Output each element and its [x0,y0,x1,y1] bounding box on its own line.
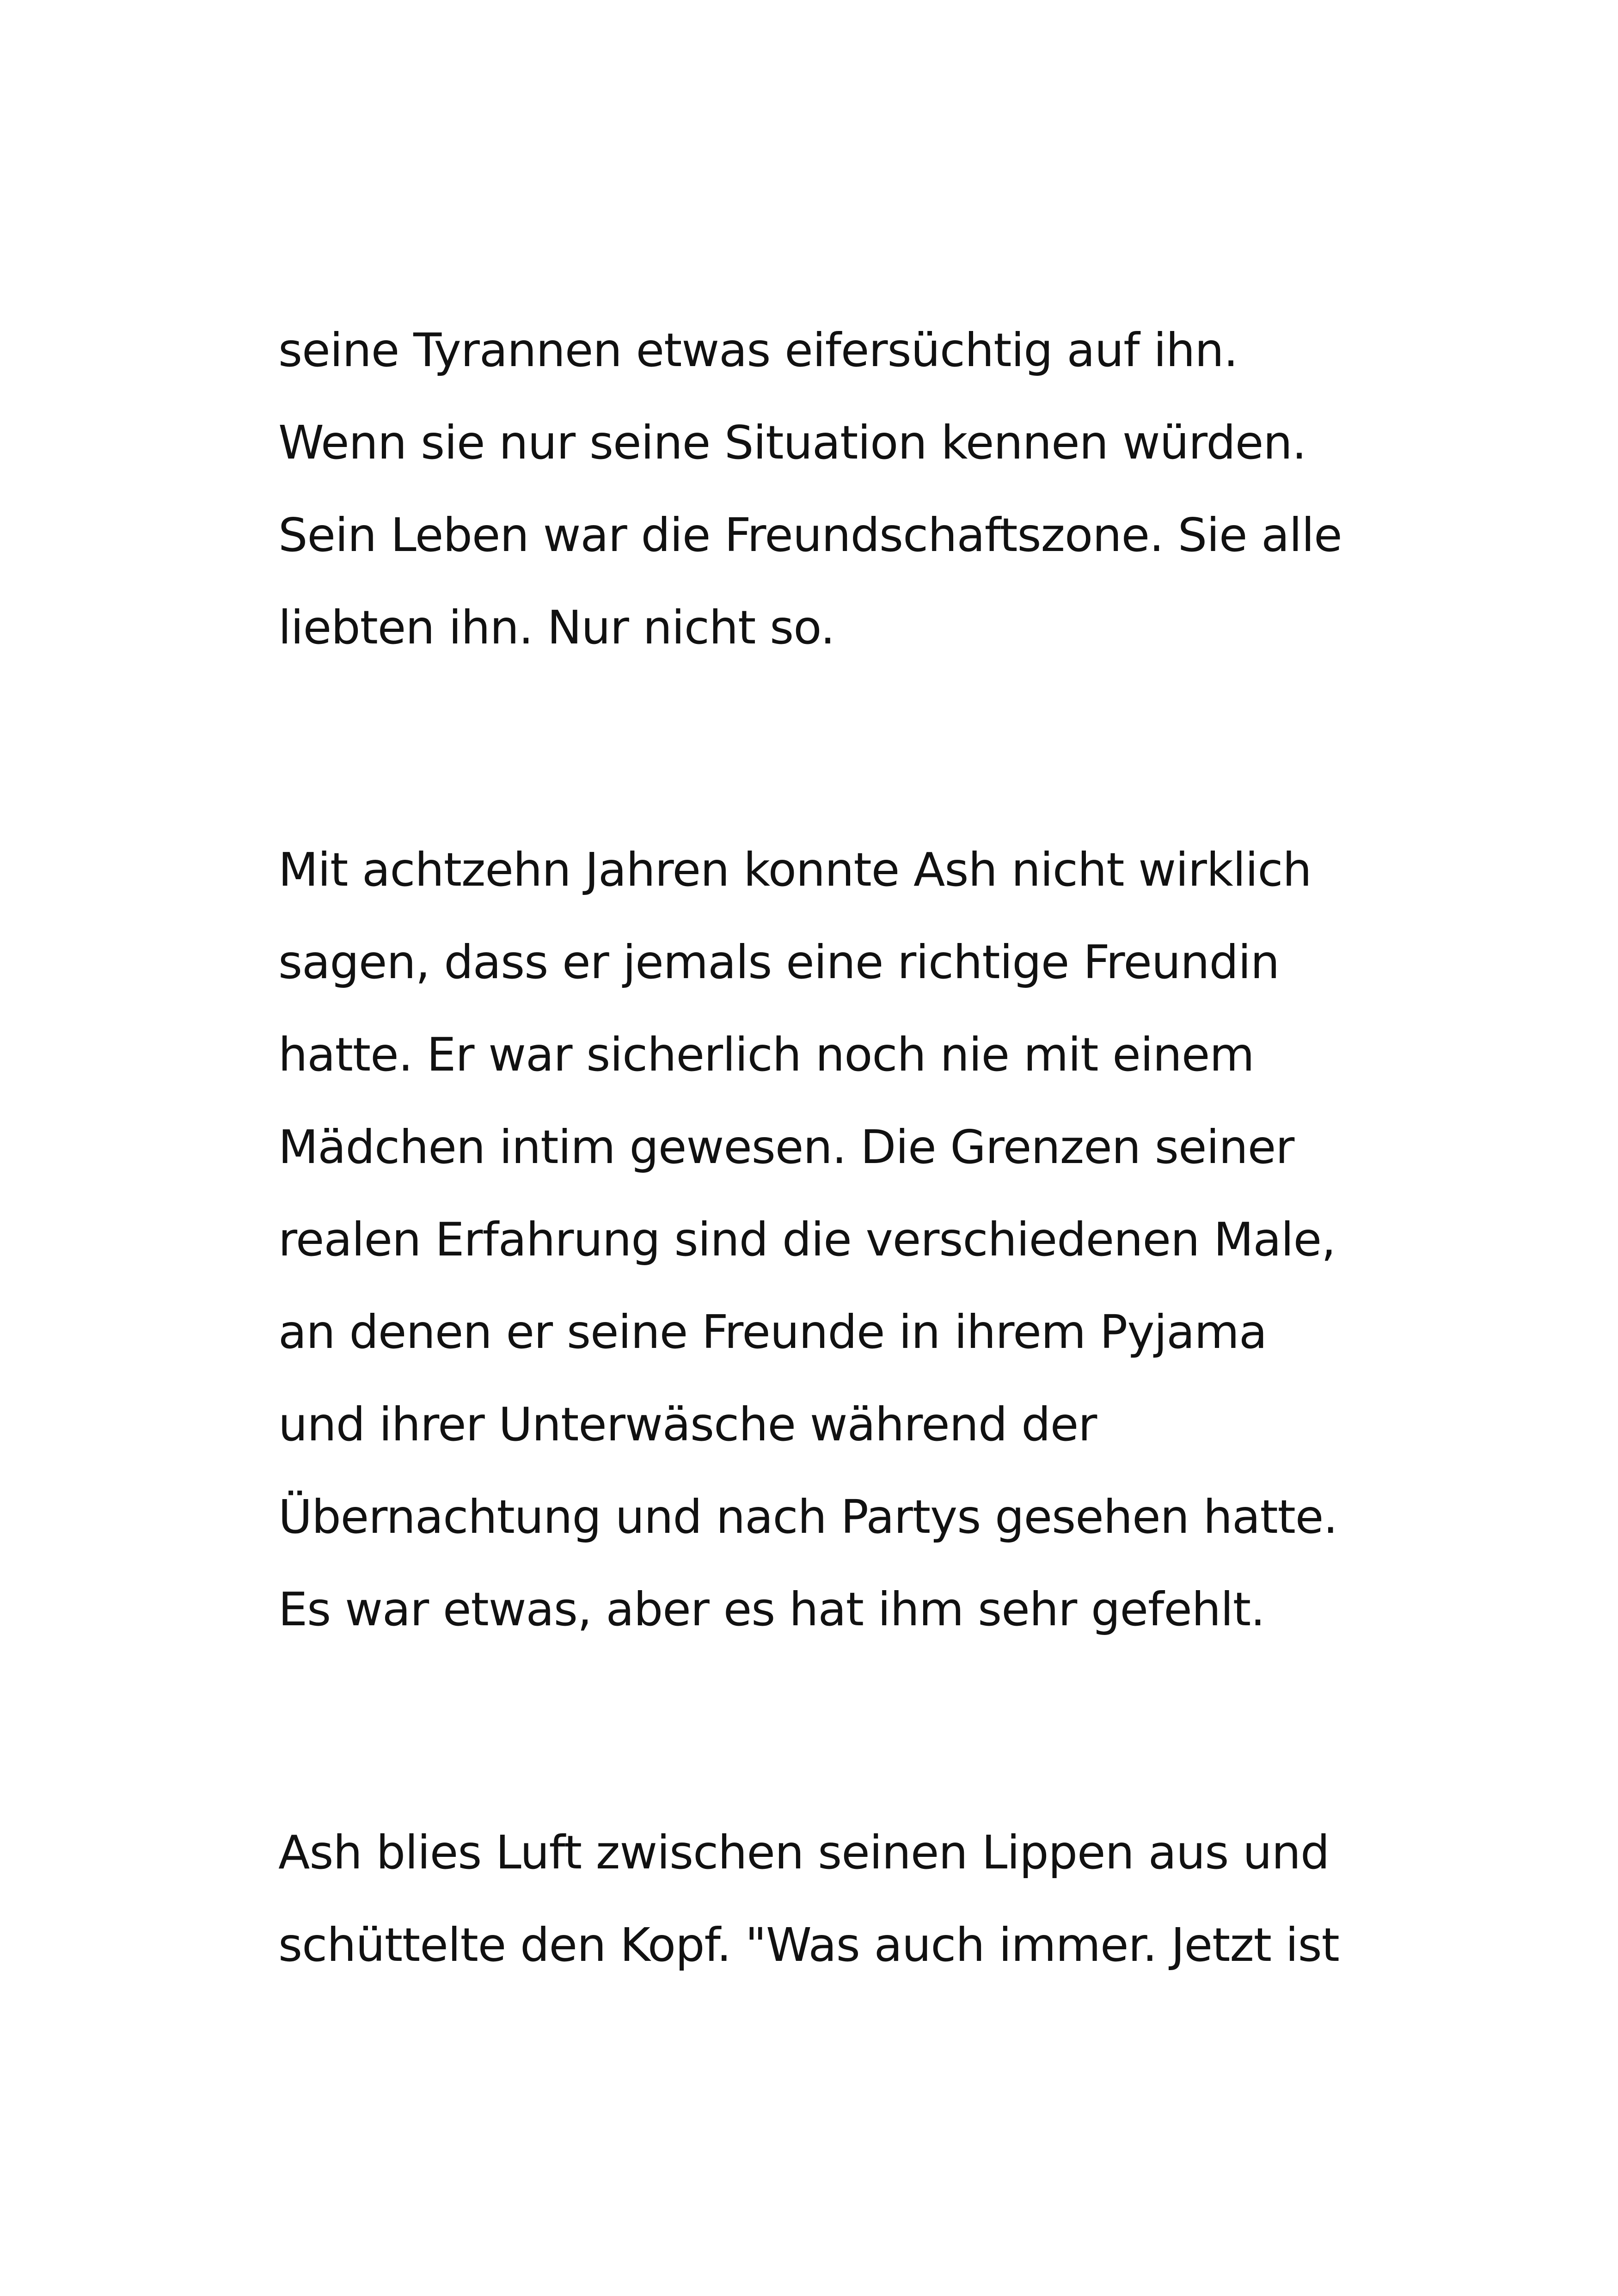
text-line: Es war etwas, aber es hat ihm sehr gefehlt. [278,1582,1265,1636]
paragraph-1 [278,304,1388,674]
text-line: Mit achtzehn Jahren konnte Ash nicht wirklich [278,843,1312,897]
text-line: realen Erfahrung sind die verschiedenen Male, [278,1212,1336,1267]
text-line: sagen, dass er jemals eine richtige Freundin [278,935,1280,989]
text-line: Übernachtung und nach Partys gesehen hatte. [278,1490,1338,1544]
text-line: Wenn sie nur seine Situation kennen würden. [278,416,1306,470]
paragraph-2 [278,824,1388,1656]
paragraph-3 [278,1806,1388,1991]
text-line: Sein Leben war die Freundschaftszone. Sie alle [278,508,1342,562]
text-line: liebten ihn. Nur nicht so. [278,600,835,655]
text-line: an denen er seine Freunde in ihrem Pyjama [278,1305,1267,1359]
text-line: schüttelte den Kopf. "Was auch immer. Jetzt ist [278,1918,1339,1972]
text-line: hatte. Er war sicherlich noch nie mit einem [278,1028,1254,1082]
text-line: Ash blies Luft zwischen seinen Lippen aus und [278,1825,1330,1880]
text-line: Mädchen intim gewesen. Die Grenzen seiner [278,1120,1294,1174]
text-line: und ihrer Unterwäsche während der [278,1397,1097,1451]
text-line: seine Tyrannen etwas eifersüchtig auf ihn. [278,323,1238,377]
